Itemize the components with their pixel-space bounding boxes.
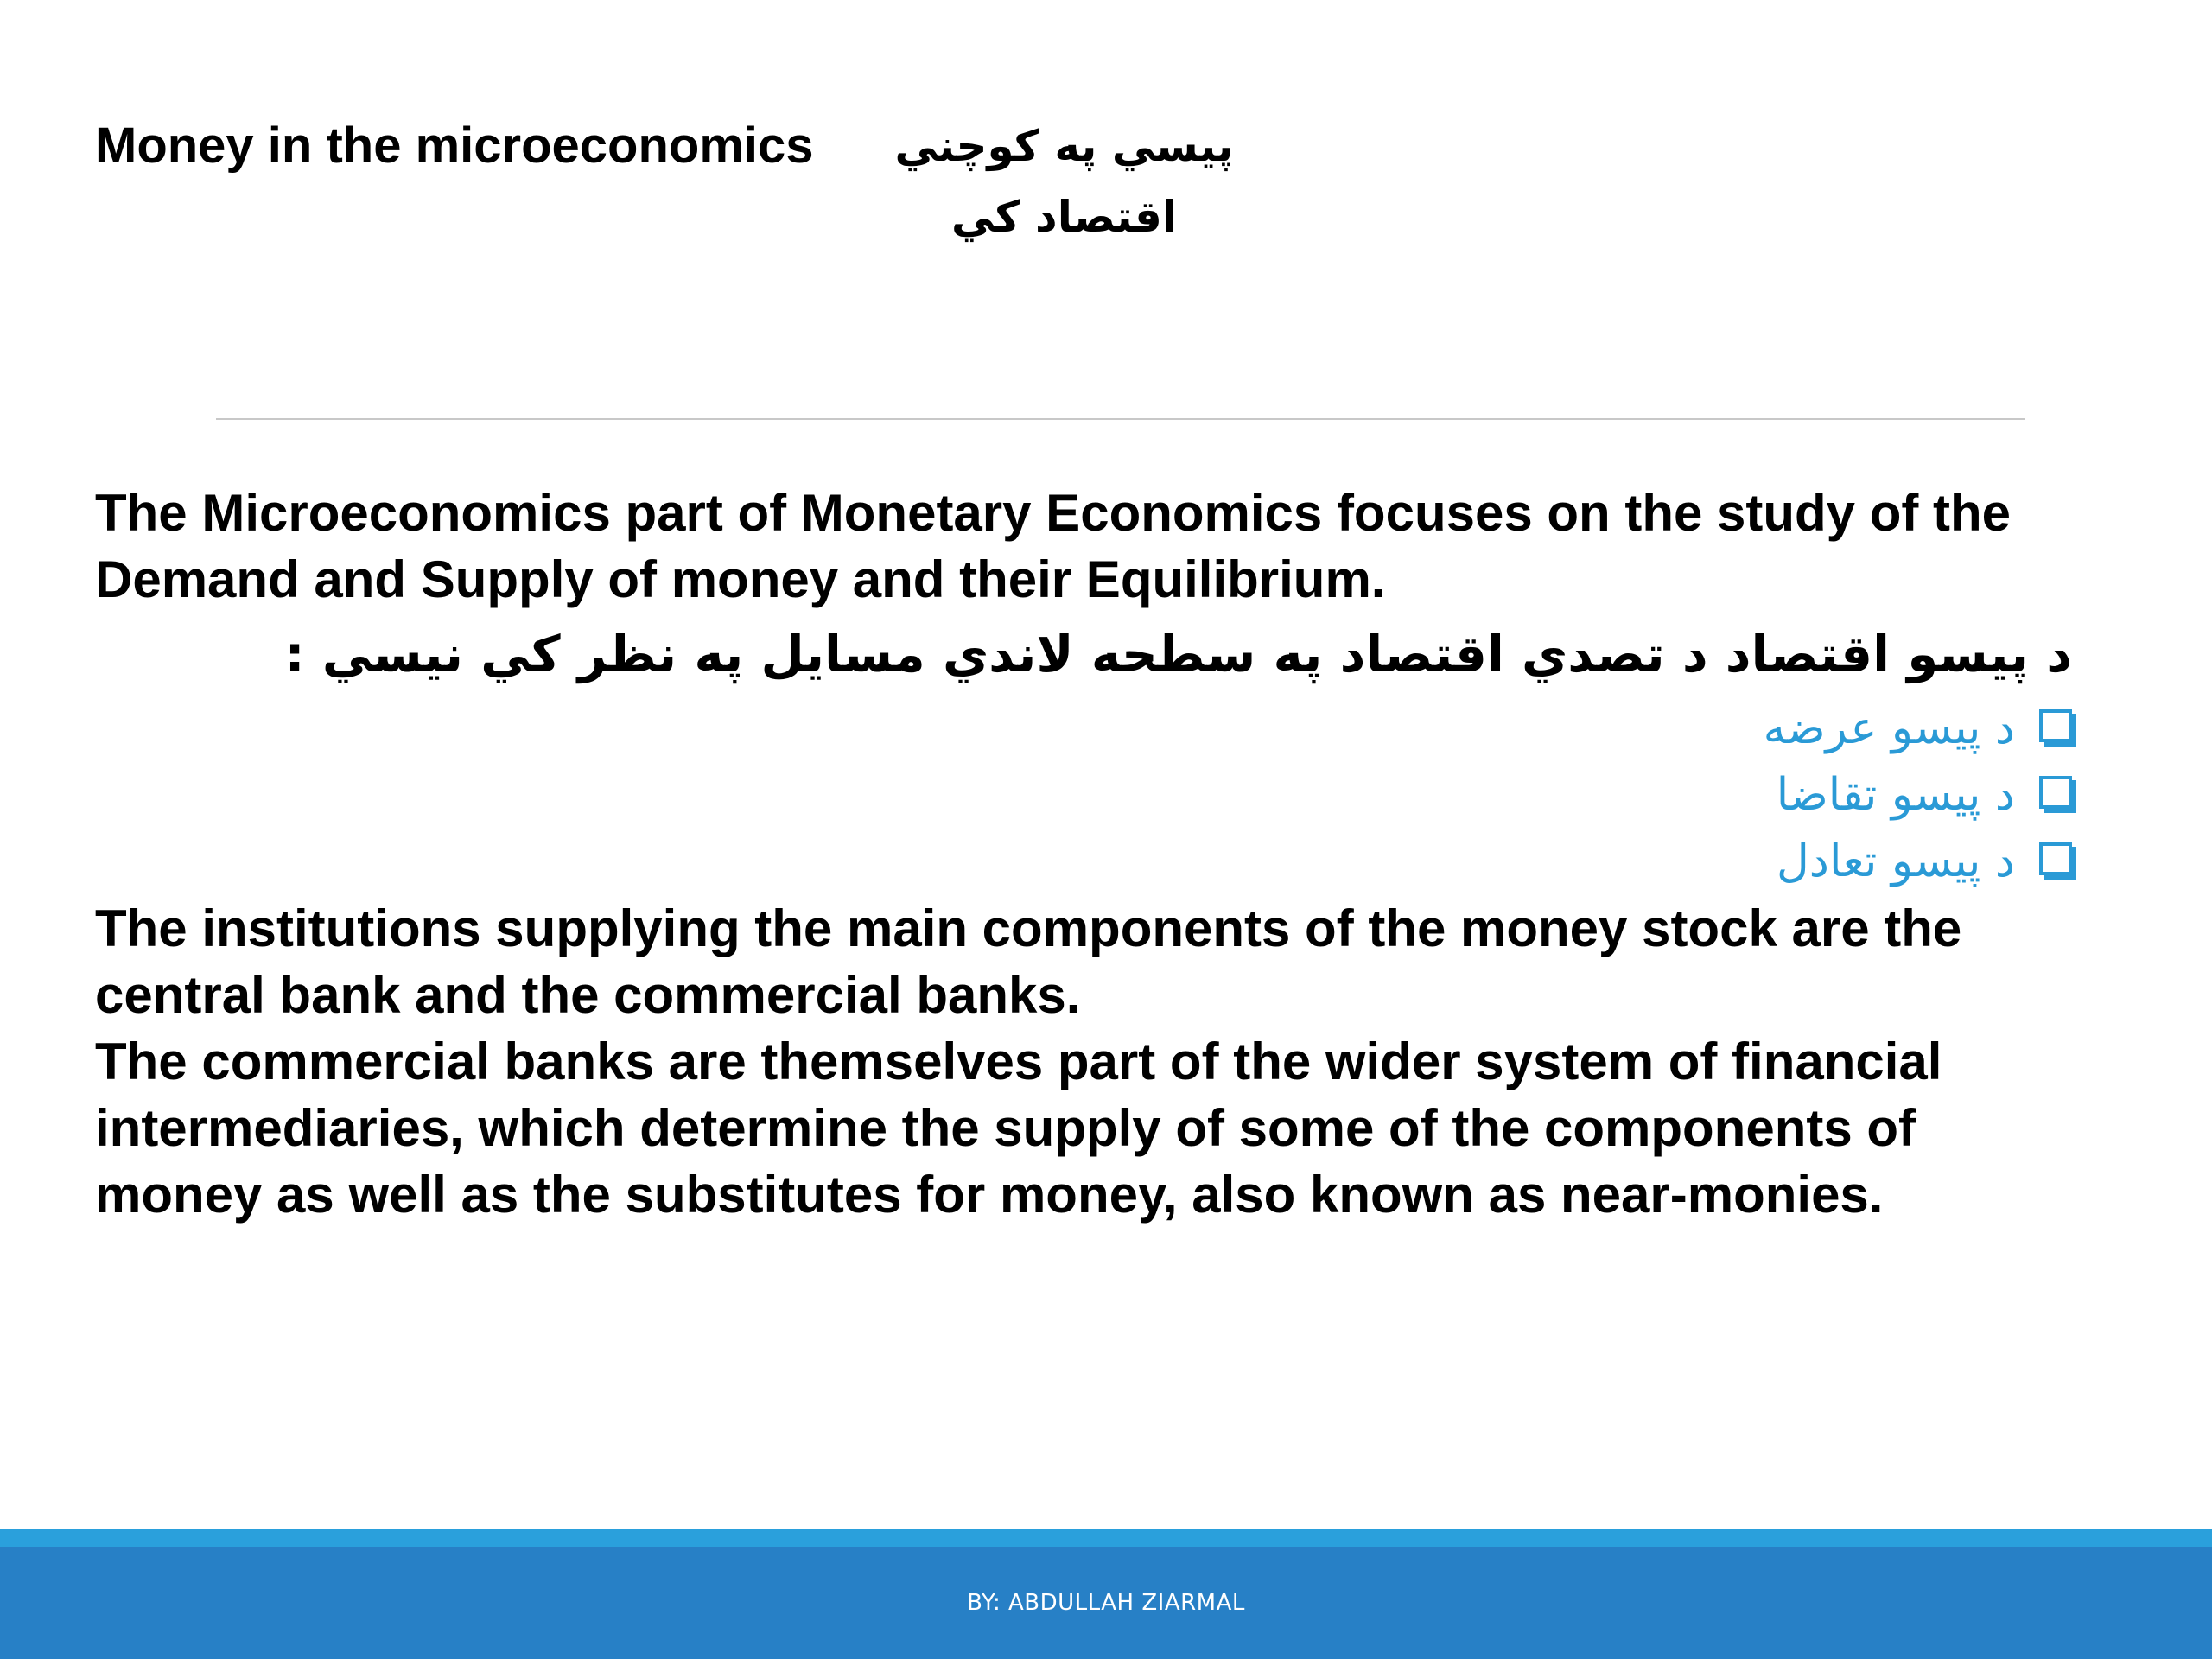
paragraph-microeconomics: The Microeconomics part of Monetary Economics focuses on the study of the Demand and Supply of money and their Equilibrium. xyxy=(95,484,2012,608)
paragraph-commercial-banks: The commercial banks are themselves part of the wider system of financial intermediaries, which determine the supply of some of the components of money as well as the substitutes for money, also known as near-monies. xyxy=(95,1033,1942,1224)
bullet-text: د پیسو عرضه xyxy=(1763,702,2015,754)
paragraph-pashto: د پیسو اقتصاد د تصدي اقتصاد په سطحه لاندي مسایل په نظر کي نیسي : xyxy=(284,625,2072,683)
list-item xyxy=(95,762,2072,829)
list-item xyxy=(95,696,2072,762)
checkbox-square-icon xyxy=(2039,776,2072,809)
slide-title xyxy=(95,111,1357,252)
bullet-text: د پیسو تقاضا xyxy=(1776,769,2015,821)
slide-body xyxy=(95,480,2072,1228)
title-pashto: پیسي په کوچني اقتصاد کي xyxy=(894,121,1234,242)
checkbox-square-icon xyxy=(2039,842,2072,875)
checkbox-square-icon xyxy=(2039,709,2072,742)
paragraph-institutions: The institutions supplying the main components of the money stock are the central bank and the commercial banks. xyxy=(95,899,1962,1024)
footer-author: BY: ABDULLAH ZIARMAL xyxy=(967,1590,1245,1616)
bullet-text: د پیسو تعادل xyxy=(1777,836,2015,887)
title-divider xyxy=(216,418,2025,420)
bullet-list xyxy=(95,696,2072,895)
title-english: Money in the microeconomics xyxy=(95,118,814,174)
footer-accent-line xyxy=(0,1529,2212,1547)
list-item xyxy=(95,829,2072,895)
